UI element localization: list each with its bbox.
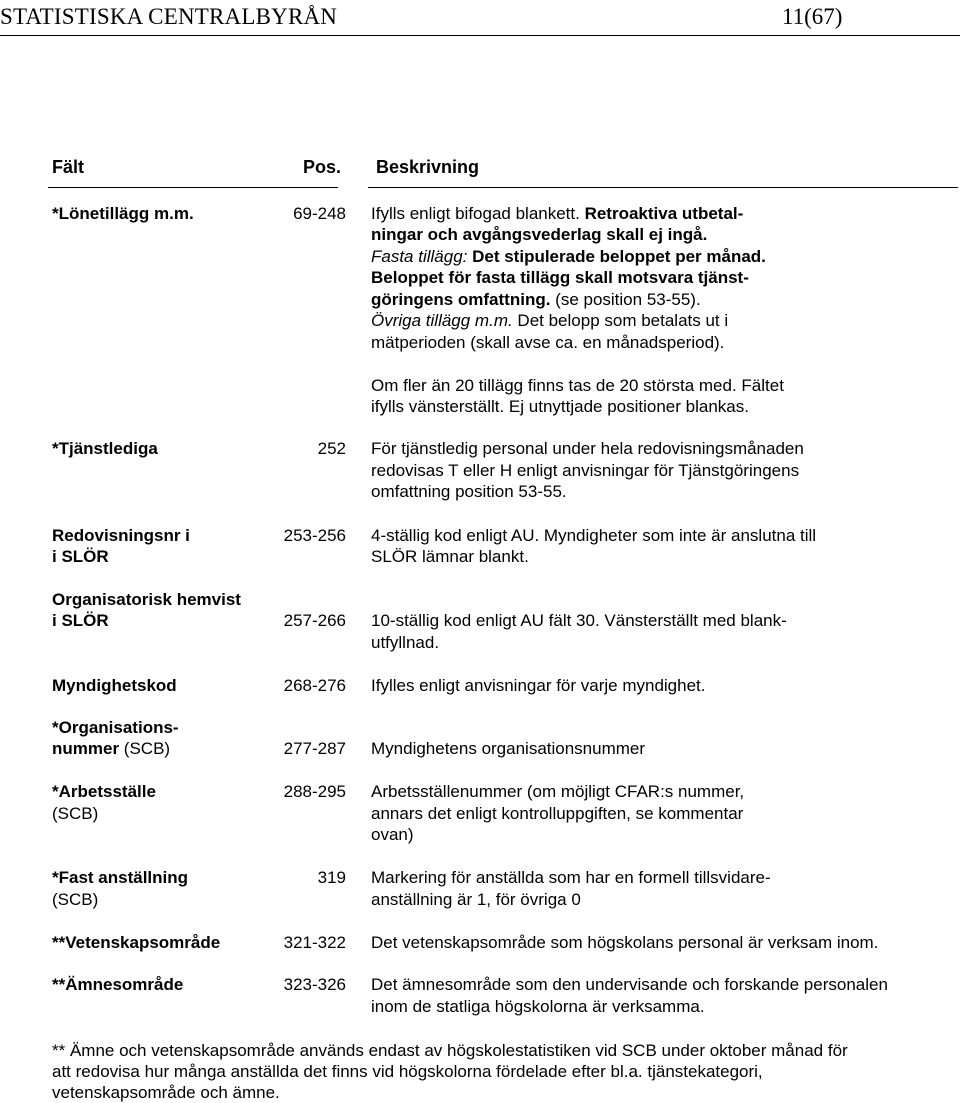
desc-arbetsstalle-line: annars det enligt kontrolluppgiften, se kommentar [371, 804, 744, 823]
field-fast-anstallning-cont: (SCB) [52, 890, 99, 909]
desc-organisatorisk-line: utfyllnad. [371, 633, 440, 652]
pos-redovisningsnr: 253-256 [283, 526, 346, 545]
field-organisationsnummer-cont: nummer (SCB) [52, 739, 171, 758]
desc-redovisningsnr-line: SLÖR lämnar blankt. [371, 547, 529, 566]
desc-organisatorisk-line: 10-ställig kod enligt AU fält 30. Vänsterställt med blank- [371, 611, 787, 630]
desc-organisationsnummer-line: Myndighetens organisationsnummer [371, 739, 646, 758]
field-redovisningsnr-cont: i SLÖR [52, 547, 109, 566]
desc-vetenskapsomrade-line: Det vetenskapsområde som högskolans personal är verksam inom. [371, 933, 879, 952]
desc-lonetillagg-line: ifylls vänsterställt. Ej utnyttjade positioner blankas. [371, 397, 749, 416]
desc-lonetillagg-line: Om fler än 20 tillägg finns tas de 20 största med. Fältet [371, 376, 784, 395]
footnote-line: att redovisa hur många anställda det finns vid högskolorna fördelade efter bl.a. tjänstekategori, [52, 1062, 763, 1081]
field-myndighetskod: Myndighetskod [52, 676, 177, 695]
desc-lonetillagg-line: Övriga tillägg m.m. Det belopp som betalats ut i [371, 311, 729, 330]
column-heading-pos: Pos. [303, 157, 342, 177]
desc-lonetillagg-line: ningar och avgångsvederlag skall ej ingå. [371, 225, 708, 244]
desc-tjanstlediga-line: redovisas T eller H enligt anvisningar för Tjänstgöringens [371, 461, 800, 480]
footnote-line: ** Ämne och vetenskapsområde används endast av högskolestatistiken vid SCB under oktober månad för [52, 1041, 848, 1060]
field-tjanstlediga: *Tjänstlediga [52, 439, 158, 458]
desc-lonetillagg-line: mätperioden (skall avse ca. en månadsperiod). [371, 333, 725, 352]
field-organisationsnummer: *Organisations- [52, 718, 179, 737]
pos-tjanstlediga: 252 [317, 439, 346, 458]
header-divider [0, 35, 960, 36]
desc-tjanstlediga-line: För tjänstledig personal under hela redovisningsmånaden [371, 439, 804, 458]
pos-lonetillagg: 69-248 [293, 204, 346, 223]
field-fast-anstallning: *Fast anställning [52, 868, 189, 887]
field-organisatorisk-hemvist-cont: i SLÖR [52, 611, 109, 630]
desc-myndighetskod-line: Ifylles enligt anvisningar för varje myndighet. [371, 676, 706, 695]
desc-tjanstlediga-line: omfattning position 53-55. [371, 482, 567, 501]
column-heading-field: Fält [52, 157, 85, 177]
pos-arbetsstalle: 288-295 [283, 782, 346, 801]
column-heading-divider-left [48, 187, 338, 188]
column-heading-description: Beskrivning [376, 157, 480, 177]
footnote-line: vetenskapsområde och ämne. [52, 1083, 280, 1102]
page-number: 11(67) [782, 4, 843, 29]
pos-amnesomrade: 323-326 [283, 975, 346, 994]
pos-organisationsnummer: 277-287 [283, 739, 346, 758]
field-lonetillagg: *Lönetillägg m.m. [52, 204, 194, 223]
desc-lonetillagg-line: Fasta tillägg: Det stipulerade beloppet per månad. [371, 247, 766, 266]
desc-arbetsstalle-line: Arbetsställenummer (om möjligt CFAR:s nummer, [371, 782, 745, 801]
desc-amnesomrade-line: Det ämnesområde som den undervisande och forskande personalen [371, 975, 888, 994]
desc-arbetsstalle-line: ovan) [371, 825, 414, 844]
desc-fast-anstallning-line: Markering för anställda som har en formell tillsvidare- [371, 868, 771, 887]
pos-vetenskapsomrade: 321-322 [283, 933, 346, 952]
desc-lonetillagg-line: Beloppet för fasta tillägg skall motsvara tjänst- [371, 268, 749, 287]
field-organisatorisk-hemvist: Organisatorisk hemvist [52, 590, 241, 609]
desc-amnesomrade-line: inom de statliga högskolorna är verksamma. [371, 997, 705, 1016]
desc-fast-anstallning-line: anställning är 1, för övriga 0 [371, 890, 581, 909]
column-heading-divider-right [368, 187, 958, 188]
field-redovisningsnr: Redovisningsnr i [52, 526, 190, 545]
field-vetenskapsomrade: **Vetenskapsområde [52, 933, 221, 952]
desc-lonetillagg-line: Ifylls enligt bifogad blankett. Retroaktiva utbetal- [371, 204, 744, 223]
pos-fast-anstallning: 319 [317, 868, 346, 887]
field-arbetsstalle: *Arbetsställe [52, 782, 156, 801]
desc-lonetillagg-line: göringens omfattning. (se position 53-55). [371, 290, 701, 309]
pos-organisatorisk-hemvist: 257-266 [283, 611, 346, 630]
header-organization: STATISTISKA CENTRALBYRÅN [0, 4, 338, 29]
field-amnesomrade: **Ämnesområde [52, 975, 184, 994]
desc-redovisningsnr-line: 4-ställig kod enligt AU. Myndigheter som inte är anslutna till [371, 526, 817, 545]
pos-myndighetskod: 268-276 [283, 676, 346, 695]
field-arbetsstalle-cont: (SCB) [52, 804, 99, 823]
